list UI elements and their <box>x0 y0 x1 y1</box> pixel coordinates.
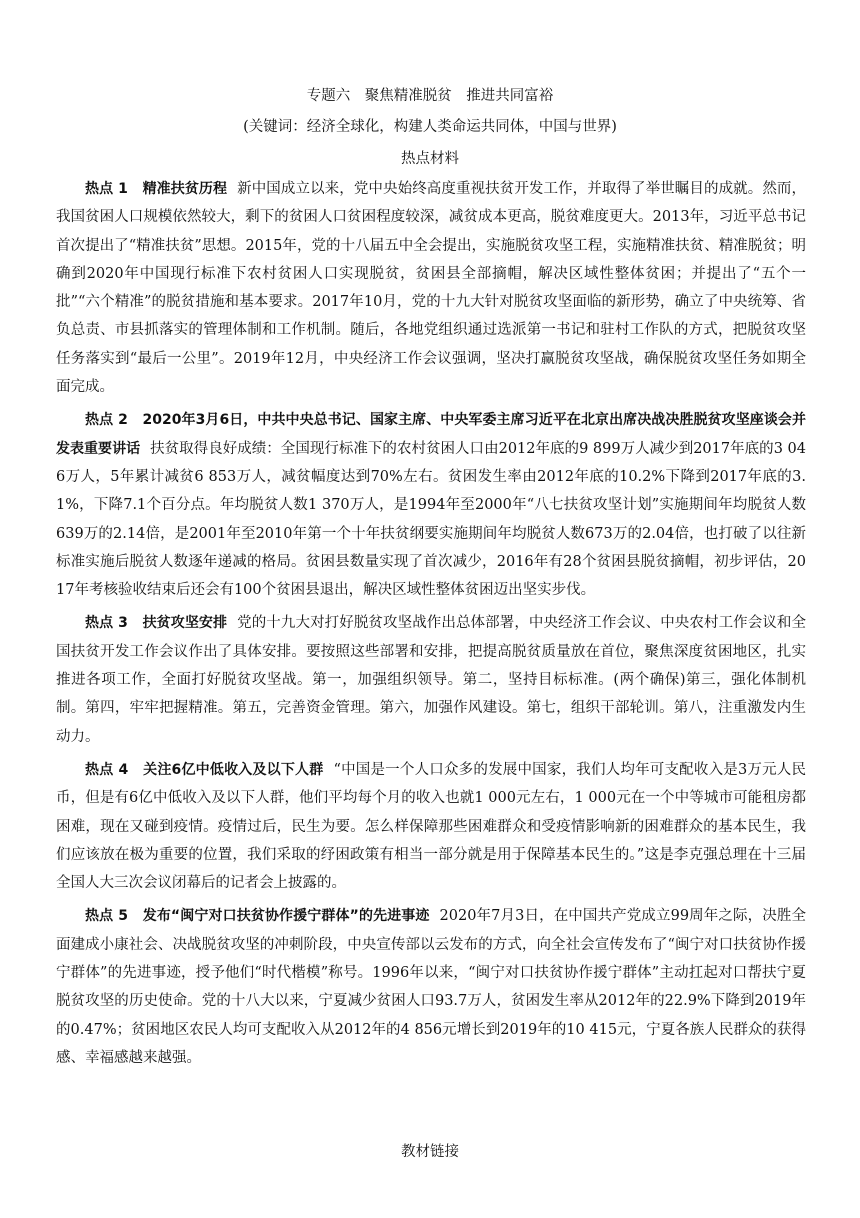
document-title: 专题六 聚焦精准脱贫 推进共同富裕 <box>306 88 554 104</box>
hotspot-paragraph-3 <box>56 609 806 750</box>
keywords-line: (关键词：经济全球化，构建人类命运共同体，中国与世界) <box>243 119 617 135</box>
hotspot-heading: 关注6亿中低收入及以下人群 <box>143 761 324 778</box>
hotspot-label: 热点 1 <box>85 181 128 197</box>
hotspot-paragraph-1 <box>56 175 806 401</box>
hotspot-label: 热点 2 <box>85 412 128 429</box>
section-heading-hot-materials: 热点材料 <box>401 151 459 167</box>
hotspot-paragraph-4 <box>56 756 806 897</box>
hotspot-heading: 2020年3月6日，中共中央总书记、国家主席、中央军委主席习近平在北京出席决战决胜脱贫攻坚座谈会并发表重要讲话 <box>56 412 806 457</box>
hotspot-body: 新中国成立以来，党中央始终高度重视扶贫开发工作，并取得了举世瞩目的成就。然而，我国贫困人口规模依然较大，剩下的贫困人口贫困程度较深，减贫成本更高，脱贫难度更大。2013年，习近平总书记首次提出了“精准扶贫”思想。2015年，党的十八届五中全会提出，实施脱贫攻坚工程，实施精准扶贫、精准脱贫；明确到2020年中国现行标准下农村贫困人口实现脱贫，贫困县全部摘帽，解决区域性整体贫困；并提出了“五个一批”“六个精准”的脱贫措施和基本要求。2017年10月，党的十九大针对脱贫攻坚面临的新形势，确立了中央统筹、省负总责、市县抓落实的管理体制和工作机制。随后，各地党组织通过选派第一书记和驻村工作队的方式，把脱贫攻坚任务落实到“最后一公里”。2019年12月，中央经济工作会议强调，坚决打赢脱贫攻坚战，确保脱贫攻坚任务如期全面完成。 <box>56 181 807 396</box>
hotspot-body: 扶贫取得良好成绩：全国现行标准下的农村贫困人口由2012年底的9 899万人减少到2017年底的3 046万人，5年累计减贫6 853万人，减贫幅度达到70%左右。贫困发生率由2012年底的10.2%下降到2017年底的3.1%，下降7.1个百分点。年均脱贫人数1 370万人，是1994年至2000年“八七扶贫攻坚计划”实施期间年均脱贫人数639万的2.14倍，是2001年至2010年第一个十年扶贫纲要实施期间年均脱贫人数673万的2.04倍，也打破了以往新标准实施后脱贫人数逐年递减的格局。贫困县数量实现了首次减少，2016年有28个贫困县脱贫摘帽，初步评估，2017年考核验收结束后还会有100个贫困县退出，解决区域性整体贫困迈出坚实步伐。 <box>56 440 806 599</box>
hotspot-paragraph-2 <box>56 406 806 604</box>
hotspot-heading: 扶贫攻坚安排 <box>142 615 228 632</box>
hotspot-heading: 发布“闽宁对口扶贫协作援宁群体”的先进事迹 <box>142 908 430 925</box>
hotspot-paragraph-5 <box>56 902 806 1072</box>
hotspot-body: 党的十九大对打好脱贫攻坚战作出总体部署，中央经济工作会议、中央农村工作会议和全国扶贫开发工作会议作出了具体安排。要按照这些部署和安排，把提高脱贫质量放在首位，聚焦深度贫困地区，扎实推进各项工作，全面打好脱贫攻坚战。第一，加强组织领导。第二，坚持目标标准。(两个确保)第三，强化体制机制。第四，牢牢把握精准。第五，完善资金管理。第六，加强作风建设。第七，组织干部轮训。第八，注重激发内生动力。 <box>56 615 807 745</box>
hotspot-heading: 精准扶贫历程 <box>142 181 228 197</box>
section-heading-textbook-links: 教材链接 <box>401 1144 459 1160</box>
hotspot-list <box>56 175 806 1077</box>
hotspot-label: 热点 3 <box>85 615 128 632</box>
hotspot-label: 热点 5 <box>85 908 128 925</box>
hotspot-body: “中国是一个人口众多的发展中国家，我们人均年可支配收入是3万元人民币，但是有6亿中低收入及以下人群，他们平均每个月的收入也就1 000元左右，1 000元在一个中等城市可能租房都困难，现在又碰到疫情。疫情过后，民生为要。怎么样保障那些困难群众和受疫情影响新的困难群众的基本民生，我们应该放在极为重要的位置，我们采取的纾困政策有相当一部分就是用于保障基本民生的。”这是李克强总理在十三届全国人大三次会议闭幕后的记者会上披露的。 <box>56 761 806 892</box>
hotspot-body: 2020年7月3日，在中国共产党成立99周年之际，决胜全面建成小康社会、决战脱贫攻坚的冲刺阶段，中央宣传部以云发布的方式，向全社会宣传发布了“闽宁对口扶贫协作援宁群体”的先进事迹，授予他们“时代楷模”称号。1996年以来，“闽宁对口扶贫协作援宁群体”主动扛起对口帮扶宁夏脱贫攻坚的历史使命。党的十八大以来，宁夏减少贫困人口93.7万人，贫困发生率从2012年的22.9%下降到2019年的0.47%；贫困地区农民人均可支配收入从2012年的4 856元增长到2019年的10 415元，宁夏各族人民群众的获得感、幸福感越来越强。 <box>56 908 806 1066</box>
hotspot-label: 热点 4 <box>85 761 129 778</box>
